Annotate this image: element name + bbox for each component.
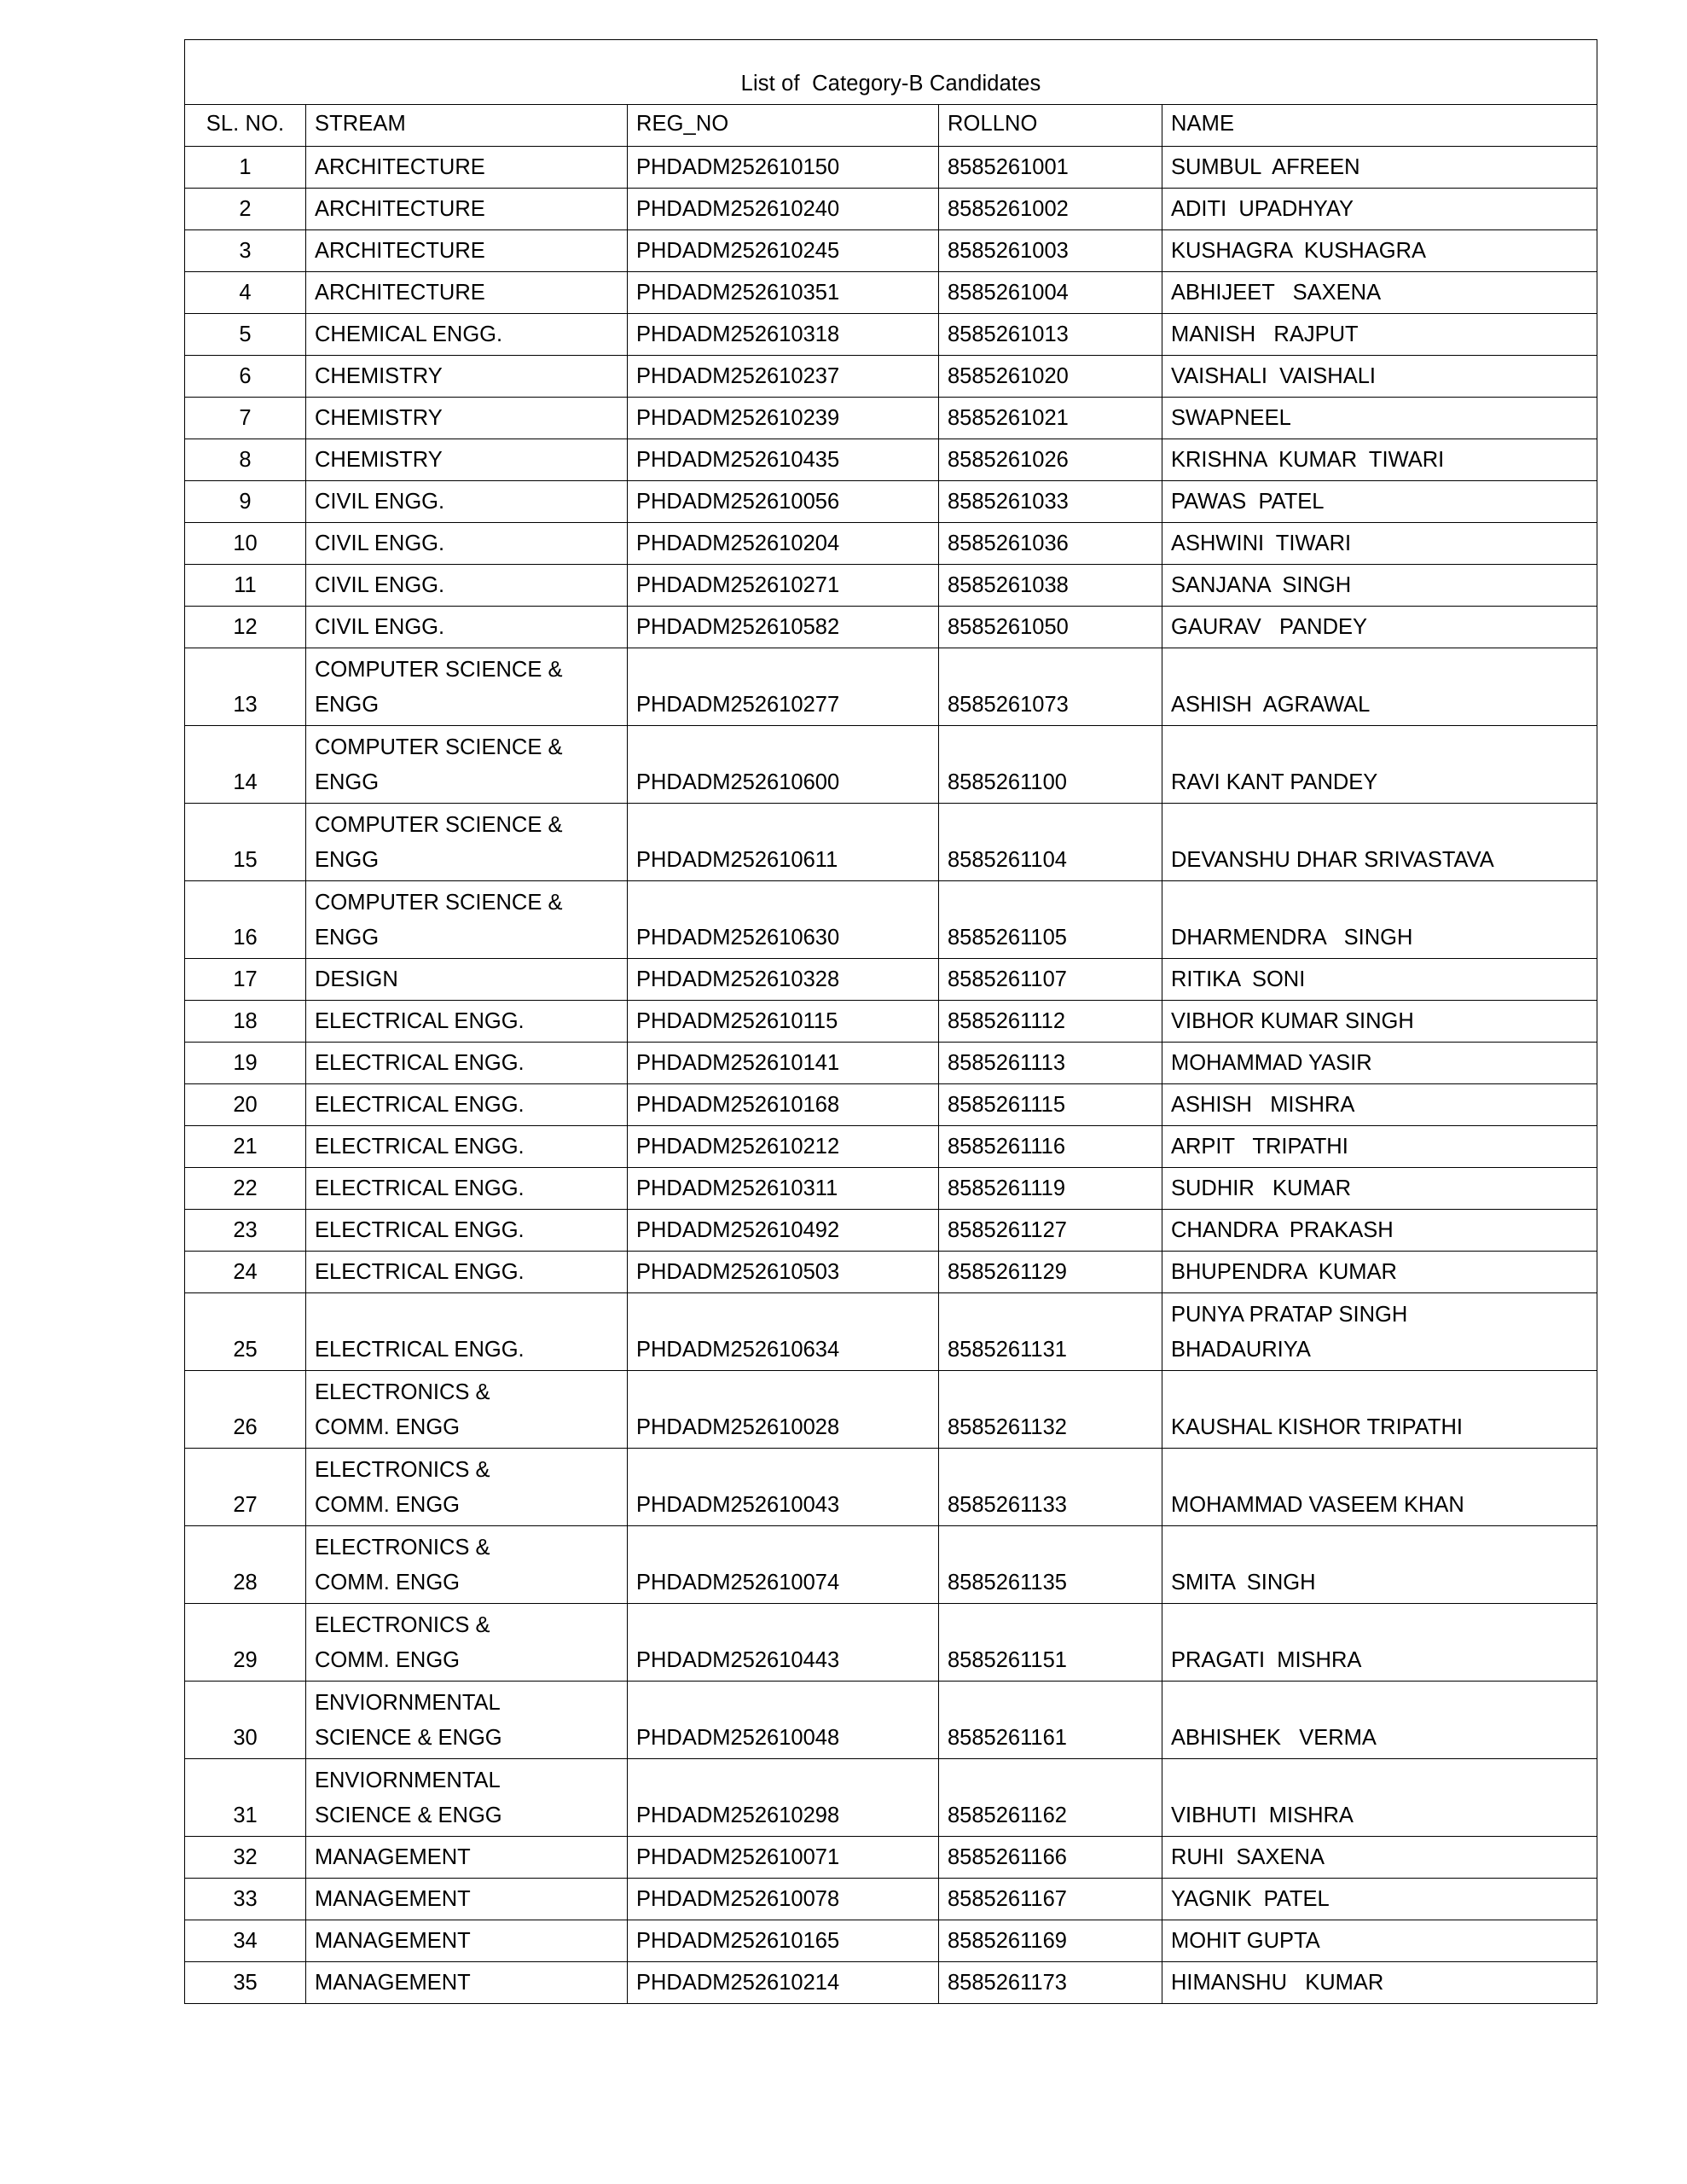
- table-row: [185, 565, 1597, 607]
- table-row: [185, 1210, 1597, 1252]
- cell-reg-no: PHDADM252610071: [628, 1837, 939, 1879]
- cell-name: KUSHAGRA KUSHAGRA: [1162, 230, 1597, 272]
- cell-reg-no: PHDADM252610165: [628, 1920, 939, 1962]
- cell-stream: MANAGEMENT: [306, 1879, 628, 1920]
- cell-reg-no: PHDADM252610240: [628, 189, 939, 230]
- cell-stream: ARCHITECTURE: [306, 272, 628, 314]
- cell-stream: MANAGEMENT: [306, 1962, 628, 2004]
- cell-name: SWAPNEEL: [1162, 398, 1597, 439]
- table-row: [185, 147, 1597, 189]
- cell-reg-no: PHDADM252610150: [628, 147, 939, 189]
- cell-name: CHANDRA PRAKASH: [1162, 1210, 1597, 1252]
- cell-sl-no: 15: [185, 804, 306, 881]
- cell-sl-no: 22: [185, 1168, 306, 1210]
- table-row: [185, 398, 1597, 439]
- cell-rollno: 8585261129: [939, 1252, 1162, 1293]
- cell-reg-no: PHDADM252610634: [628, 1293, 939, 1371]
- cell-rollno: 8585261033: [939, 481, 1162, 523]
- cell-reg-no: PHDADM252610600: [628, 726, 939, 804]
- cell-reg-no: PHDADM252610271: [628, 565, 939, 607]
- table-row: [185, 1837, 1597, 1879]
- table-row: [185, 1920, 1597, 1962]
- cell-rollno: 8585261013: [939, 314, 1162, 356]
- cell-stream: COMPUTER SCIENCE & ENGG: [306, 648, 628, 726]
- cell-stream: ELECTRICAL ENGG.: [306, 1126, 628, 1168]
- cell-name: SANJANA SINGH: [1162, 565, 1597, 607]
- table-row: [185, 230, 1597, 272]
- cell-stream: ELECTRONICS & COMM. ENGG: [306, 1449, 628, 1526]
- cell-sl-no: 28: [185, 1526, 306, 1604]
- cell-rollno: 8585261162: [939, 1759, 1162, 1837]
- table-row: [185, 1682, 1597, 1759]
- cell-rollno: 8585261104: [939, 804, 1162, 881]
- cell-rollno: 8585261119: [939, 1168, 1162, 1210]
- column-header-stream: STREAM: [306, 105, 628, 147]
- cell-sl-no: 12: [185, 607, 306, 648]
- cell-name: YAGNIK PATEL: [1162, 1879, 1597, 1920]
- candidates-table: [184, 39, 1597, 2004]
- cell-stream: ELECTRICAL ENGG.: [306, 1293, 628, 1371]
- cell-sl-no: 14: [185, 726, 306, 804]
- table-row: [185, 1252, 1597, 1293]
- cell-sl-no: 33: [185, 1879, 306, 1920]
- cell-rollno: 8585261167: [939, 1879, 1162, 1920]
- cell-stream: ELECTRICAL ENGG.: [306, 1084, 628, 1126]
- table-row: [185, 272, 1597, 314]
- cell-rollno: 8585261100: [939, 726, 1162, 804]
- column-header-rollno: ROLLNO: [939, 105, 1162, 147]
- cell-stream: MANAGEMENT: [306, 1920, 628, 1962]
- cell-sl-no: 7: [185, 398, 306, 439]
- cell-name: PAWAS PATEL: [1162, 481, 1597, 523]
- cell-reg-no: PHDADM252610214: [628, 1962, 939, 2004]
- cell-rollno: 8585261001: [939, 147, 1162, 189]
- cell-name: PRAGATI MISHRA: [1162, 1604, 1597, 1682]
- cell-reg-no: PHDADM252610074: [628, 1526, 939, 1604]
- table-row: [185, 1043, 1597, 1084]
- cell-rollno: 8585261026: [939, 439, 1162, 481]
- cell-reg-no: PHDADM252610239: [628, 398, 939, 439]
- cell-stream: DESIGN: [306, 959, 628, 1001]
- cell-sl-no: 35: [185, 1962, 306, 2004]
- cell-rollno: 8585261166: [939, 1837, 1162, 1879]
- cell-name: SUMBUL AFREEN: [1162, 147, 1597, 189]
- cell-rollno: 8585261021: [939, 398, 1162, 439]
- cell-sl-no: 13: [185, 648, 306, 726]
- cell-reg-no: PHDADM252610630: [628, 881, 939, 959]
- cell-rollno: 8585261127: [939, 1210, 1162, 1252]
- cell-reg-no: PHDADM252610298: [628, 1759, 939, 1837]
- cell-name: VIBHOR KUMAR SINGH: [1162, 1001, 1597, 1043]
- cell-reg-no: PHDADM252610328: [628, 959, 939, 1001]
- cell-name: SMITA SINGH: [1162, 1526, 1597, 1604]
- cell-rollno: 8585261132: [939, 1371, 1162, 1449]
- cell-sl-no: 32: [185, 1837, 306, 1879]
- cell-stream: CIVIL ENGG.: [306, 565, 628, 607]
- cell-reg-no: PHDADM252610056: [628, 481, 939, 523]
- cell-rollno: 8585261113: [939, 1043, 1162, 1084]
- table-row: [185, 1962, 1597, 2004]
- cell-rollno: 8585261131: [939, 1293, 1162, 1371]
- cell-name: MOHIT GUPTA: [1162, 1920, 1597, 1962]
- cell-reg-no: PHDADM252610318: [628, 314, 939, 356]
- cell-stream: CIVIL ENGG.: [306, 607, 628, 648]
- cell-stream: ELECTRONICS & COMM. ENGG: [306, 1526, 628, 1604]
- cell-name: DEVANSHU DHAR SRIVASTAVA: [1162, 804, 1597, 881]
- table-row: [185, 1126, 1597, 1168]
- cell-rollno: 8585261151: [939, 1604, 1162, 1682]
- cell-sl-no: 10: [185, 523, 306, 565]
- cell-sl-no: 30: [185, 1682, 306, 1759]
- candidates-table-wrap: [184, 39, 1597, 2004]
- cell-stream: CHEMISTRY: [306, 439, 628, 481]
- table-row: [185, 439, 1597, 481]
- table-row: [185, 1001, 1597, 1043]
- cell-stream: ELECTRICAL ENGG.: [306, 1001, 628, 1043]
- cell-name: ASHWINI TIWARI: [1162, 523, 1597, 565]
- cell-reg-no: PHDADM252610115: [628, 1001, 939, 1043]
- cell-sl-no: 21: [185, 1126, 306, 1168]
- cell-stream: COMPUTER SCIENCE & ENGG: [306, 726, 628, 804]
- cell-reg-no: PHDADM252610611: [628, 804, 939, 881]
- cell-reg-no: PHDADM252610582: [628, 607, 939, 648]
- cell-reg-no: PHDADM252610168: [628, 1084, 939, 1126]
- cell-stream: ELECTRONICS & COMM. ENGG: [306, 1604, 628, 1682]
- table-row: [185, 314, 1597, 356]
- cell-sl-no: 31: [185, 1759, 306, 1837]
- table-row: [185, 959, 1597, 1001]
- cell-rollno: 8585261002: [939, 189, 1162, 230]
- cell-rollno: 8585261133: [939, 1449, 1162, 1526]
- cell-name: PUNYA PRATAP SINGH BHADAURIYA: [1162, 1293, 1597, 1371]
- page-title: List of Category-B Candidates: [185, 40, 1597, 105]
- cell-stream: ELECTRONICS & COMM. ENGG: [306, 1371, 628, 1449]
- cell-sl-no: 8: [185, 439, 306, 481]
- cell-sl-no: 27: [185, 1449, 306, 1526]
- cell-rollno: 8585261105: [939, 881, 1162, 959]
- cell-stream: CIVIL ENGG.: [306, 481, 628, 523]
- cell-stream: ELECTRICAL ENGG.: [306, 1168, 628, 1210]
- cell-rollno: 8585261107: [939, 959, 1162, 1001]
- cell-rollno: 8585261115: [939, 1084, 1162, 1126]
- column-header-sl-no: SL. NO.: [185, 105, 306, 147]
- cell-stream: ELECTRICAL ENGG.: [306, 1043, 628, 1084]
- cell-name: VIBHUTI MISHRA: [1162, 1759, 1597, 1837]
- cell-reg-no: PHDADM252610435: [628, 439, 939, 481]
- cell-reg-no: PHDADM252610043: [628, 1449, 939, 1526]
- cell-sl-no: 20: [185, 1084, 306, 1126]
- cell-name: SUDHIR KUMAR: [1162, 1168, 1597, 1210]
- cell-stream: ARCHITECTURE: [306, 230, 628, 272]
- cell-stream: ARCHITECTURE: [306, 189, 628, 230]
- cell-name: RITIKA SONI: [1162, 959, 1597, 1001]
- cell-sl-no: 5: [185, 314, 306, 356]
- cell-reg-no: PHDADM252610028: [628, 1371, 939, 1449]
- table-row: [185, 481, 1597, 523]
- cell-reg-no: PHDADM252610212: [628, 1126, 939, 1168]
- cell-name: ARPIT TRIPATHI: [1162, 1126, 1597, 1168]
- table-row: [185, 881, 1597, 959]
- cell-name: GAURAV PANDEY: [1162, 607, 1597, 648]
- cell-name: ASHISH MISHRA: [1162, 1084, 1597, 1126]
- cell-reg-no: PHDADM252610351: [628, 272, 939, 314]
- column-header-reg-no: REG_NO: [628, 105, 939, 147]
- cell-sl-no: 16: [185, 881, 306, 959]
- cell-stream: COMPUTER SCIENCE & ENGG: [306, 804, 628, 881]
- cell-stream: CHEMICAL ENGG.: [306, 314, 628, 356]
- cell-stream: MANAGEMENT: [306, 1837, 628, 1879]
- cell-sl-no: 2: [185, 189, 306, 230]
- cell-sl-no: 29: [185, 1604, 306, 1682]
- table-row: [185, 726, 1597, 804]
- cell-sl-no: 6: [185, 356, 306, 398]
- cell-sl-no: 24: [185, 1252, 306, 1293]
- cell-sl-no: 34: [185, 1920, 306, 1962]
- cell-name: ABHISHEK VERMA: [1162, 1682, 1597, 1759]
- table-row: [185, 648, 1597, 726]
- cell-stream: COMPUTER SCIENCE & ENGG: [306, 881, 628, 959]
- cell-rollno: 8585261169: [939, 1920, 1162, 1962]
- cell-rollno: 8585261020: [939, 356, 1162, 398]
- cell-reg-no: PHDADM252610277: [628, 648, 939, 726]
- table-row: [185, 1449, 1597, 1526]
- cell-sl-no: 1: [185, 147, 306, 189]
- table-row: [185, 804, 1597, 881]
- cell-sl-no: 25: [185, 1293, 306, 1371]
- cell-name: KAUSHAL KISHOR TRIPATHI: [1162, 1371, 1597, 1449]
- column-header-name: NAME: [1162, 105, 1597, 147]
- cell-rollno: 8585261135: [939, 1526, 1162, 1604]
- cell-reg-no: PHDADM252610048: [628, 1682, 939, 1759]
- table-row: [185, 1293, 1597, 1371]
- title-row: [185, 40, 1597, 105]
- cell-sl-no: 4: [185, 272, 306, 314]
- cell-rollno: 8585261112: [939, 1001, 1162, 1043]
- cell-stream: ELECTRICAL ENGG.: [306, 1252, 628, 1293]
- cell-rollno: 8585261161: [939, 1682, 1162, 1759]
- cell-name: RUHI SAXENA: [1162, 1837, 1597, 1879]
- cell-rollno: 8585261036: [939, 523, 1162, 565]
- cell-name: BHUPENDRA KUMAR: [1162, 1252, 1597, 1293]
- cell-rollno: 8585261073: [939, 648, 1162, 726]
- cell-name: DHARMENDRA SINGH: [1162, 881, 1597, 959]
- table-row: [185, 1168, 1597, 1210]
- cell-sl-no: 3: [185, 230, 306, 272]
- table-row: [185, 1371, 1597, 1449]
- cell-rollno: 8585261173: [939, 1962, 1162, 2004]
- cell-sl-no: 11: [185, 565, 306, 607]
- table-row: [185, 523, 1597, 565]
- table-row: [185, 1879, 1597, 1920]
- cell-rollno: 8585261038: [939, 565, 1162, 607]
- cell-stream: CHEMISTRY: [306, 356, 628, 398]
- table-header-row: [185, 105, 1597, 147]
- table-row: [185, 607, 1597, 648]
- cell-reg-no: PHDADM252610492: [628, 1210, 939, 1252]
- cell-reg-no: PHDADM252610245: [628, 230, 939, 272]
- cell-sl-no: 18: [185, 1001, 306, 1043]
- cell-reg-no: PHDADM252610078: [628, 1879, 939, 1920]
- cell-name: ADITI UPADHYAY: [1162, 189, 1597, 230]
- cell-stream: ENVIORNMENTAL SCIENCE & ENGG: [306, 1682, 628, 1759]
- table-row: [185, 1604, 1597, 1682]
- table-row: [185, 1759, 1597, 1837]
- cell-rollno: 8585261003: [939, 230, 1162, 272]
- cell-name: MOHAMMAD VASEEM KHAN: [1162, 1449, 1597, 1526]
- cell-reg-no: PHDADM252610311: [628, 1168, 939, 1210]
- cell-stream: CHEMISTRY: [306, 398, 628, 439]
- cell-stream: CIVIL ENGG.: [306, 523, 628, 565]
- cell-name: KRISHNA KUMAR TIWARI: [1162, 439, 1597, 481]
- cell-rollno: 8585261004: [939, 272, 1162, 314]
- cell-stream: ELECTRICAL ENGG.: [306, 1210, 628, 1252]
- cell-reg-no: PHDADM252610141: [628, 1043, 939, 1084]
- cell-rollno: 8585261116: [939, 1126, 1162, 1168]
- cell-name: HIMANSHU KUMAR: [1162, 1962, 1597, 2004]
- cell-name: MOHAMMAD YASIR: [1162, 1043, 1597, 1084]
- table-row: [185, 1526, 1597, 1604]
- cell-sl-no: 26: [185, 1371, 306, 1449]
- cell-sl-no: 19: [185, 1043, 306, 1084]
- cell-name: ABHIJEET SAXENA: [1162, 272, 1597, 314]
- table-row: [185, 189, 1597, 230]
- cell-stream: ENVIORNMENTAL SCIENCE & ENGG: [306, 1759, 628, 1837]
- cell-name: RAVI KANT PANDEY: [1162, 726, 1597, 804]
- cell-sl-no: 9: [185, 481, 306, 523]
- cell-name: VAISHALI VAISHALI: [1162, 356, 1597, 398]
- table-row: [185, 1084, 1597, 1126]
- cell-reg-no: PHDADM252610237: [628, 356, 939, 398]
- cell-reg-no: PHDADM252610503: [628, 1252, 939, 1293]
- cell-name: MANISH RAJPUT: [1162, 314, 1597, 356]
- cell-reg-no: PHDADM252610204: [628, 523, 939, 565]
- cell-reg-no: PHDADM252610443: [628, 1604, 939, 1682]
- cell-sl-no: 17: [185, 959, 306, 1001]
- table-row: [185, 356, 1597, 398]
- cell-sl-no: 23: [185, 1210, 306, 1252]
- cell-rollno: 8585261050: [939, 607, 1162, 648]
- cell-stream: ARCHITECTURE: [306, 147, 628, 189]
- cell-name: ASHISH AGRAWAL: [1162, 648, 1597, 726]
